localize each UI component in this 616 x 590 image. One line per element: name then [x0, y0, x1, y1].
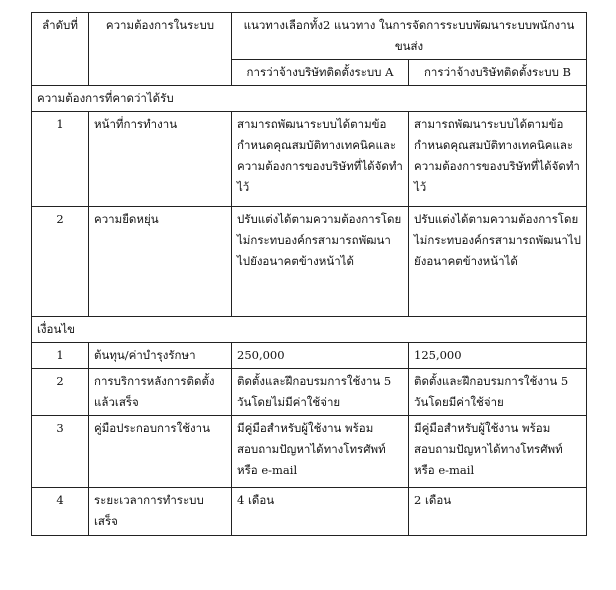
row-number: 2: [32, 369, 89, 416]
header-order: ลำดับที่: [32, 13, 89, 86]
table-row: [32, 343, 587, 369]
section-expected-label: ความต้องการที่คาดว่าได้รับ: [32, 86, 587, 112]
row-option-a: 4 เดือน: [232, 488, 409, 536]
row-requirement: ระยะเวลาการทำระบบเสร็จ: [89, 488, 232, 536]
header-approaches-group: แนวทางเลือกทั้ง2 แนวทาง ในการจัดการระบบพัฒนาระบบพนักงานขนส่ง: [232, 13, 587, 60]
row-option-a: ปรับแต่งได้ตามความต้องการโดยไม่กระทบองค์กรสามารถพัฒนาไปยังอนาคตข้างหน้าได้: [232, 207, 409, 317]
row-option-a: ติดตั้งและฝึกอบรมการใช้งาน 5 วันโดยไม่มีค่าใช้จ่าย: [232, 369, 409, 416]
row-number: 4: [32, 488, 89, 536]
row-option-a: มีคู่มือสำหรับผู้ใช้งาน พร้อมสอบถามปัญหาได้ทางโทรศัพท์หรือ e-mail: [232, 416, 409, 488]
row-option-b: สามารถพัฒนาระบบได้ตามข้อกำหนดคุณสมบัติทางเทคนิคและความต้องการของบริษัทที่ได้จัดทำไว้: [409, 112, 587, 207]
table-row: [32, 369, 587, 416]
row-option-b: 2 เดือน: [409, 488, 587, 536]
section-expected-row: [32, 86, 587, 112]
row-requirement: ต้นทุน/ค่าบำรุงรักษา: [89, 343, 232, 369]
section-conditions-row: [32, 317, 587, 343]
row-number: 3: [32, 416, 89, 488]
row-number: 1: [32, 112, 89, 207]
comparison-table: [31, 12, 587, 536]
row-requirement: ความยืดหยุ่น: [89, 207, 232, 317]
row-option-b: มีคู่มือสำหรับผู้ใช้งาน พร้อมสอบถามปัญหาได้ทางโทรศัพท์หรือ e-mail: [409, 416, 587, 488]
row-option-b: ปรับแต่งได้ตามความต้องการโดยไม่กระทบองค์กรสามารถพัฒนาไปยังอนาคตข้างหน้าได้: [409, 207, 587, 317]
row-requirement: การบริการหลังการติดตั้งแล้วเสร็จ: [89, 369, 232, 416]
row-option-b: ติดตั้งและฝึกอบรมการใช้งาน 5 วันโดยมีค่าใช้จ่าย: [409, 369, 587, 416]
row-number: 2: [32, 207, 89, 317]
row-option-b: 125,000: [409, 343, 587, 369]
row-option-a: สามารถพัฒนาระบบได้ตามข้อกำหนดคุณสมบัติทางเทคนิคและความต้องการของบริษัทที่ได้จัดทำไว้: [232, 112, 409, 207]
section-conditions-label: เงื่อนไข: [32, 317, 587, 343]
row-requirement: หน้าที่การทำงาน: [89, 112, 232, 207]
row-requirement: คู่มือประกอบการใช้งาน: [89, 416, 232, 488]
row-number: 1: [32, 343, 89, 369]
table-row: [32, 112, 587, 207]
header-option-b: การว่าจ้างบริษัทติดตั้งระบบ B: [409, 60, 587, 86]
header-requirement: ความต้องการในระบบ: [89, 13, 232, 86]
header-option-a: การว่าจ้างบริษัทติดตั้งระบบ A: [232, 60, 409, 86]
table-row: [32, 207, 587, 317]
row-option-a: 250,000: [232, 343, 409, 369]
header-row: [32, 13, 587, 60]
table-row: [32, 416, 587, 488]
table-row: [32, 488, 587, 536]
